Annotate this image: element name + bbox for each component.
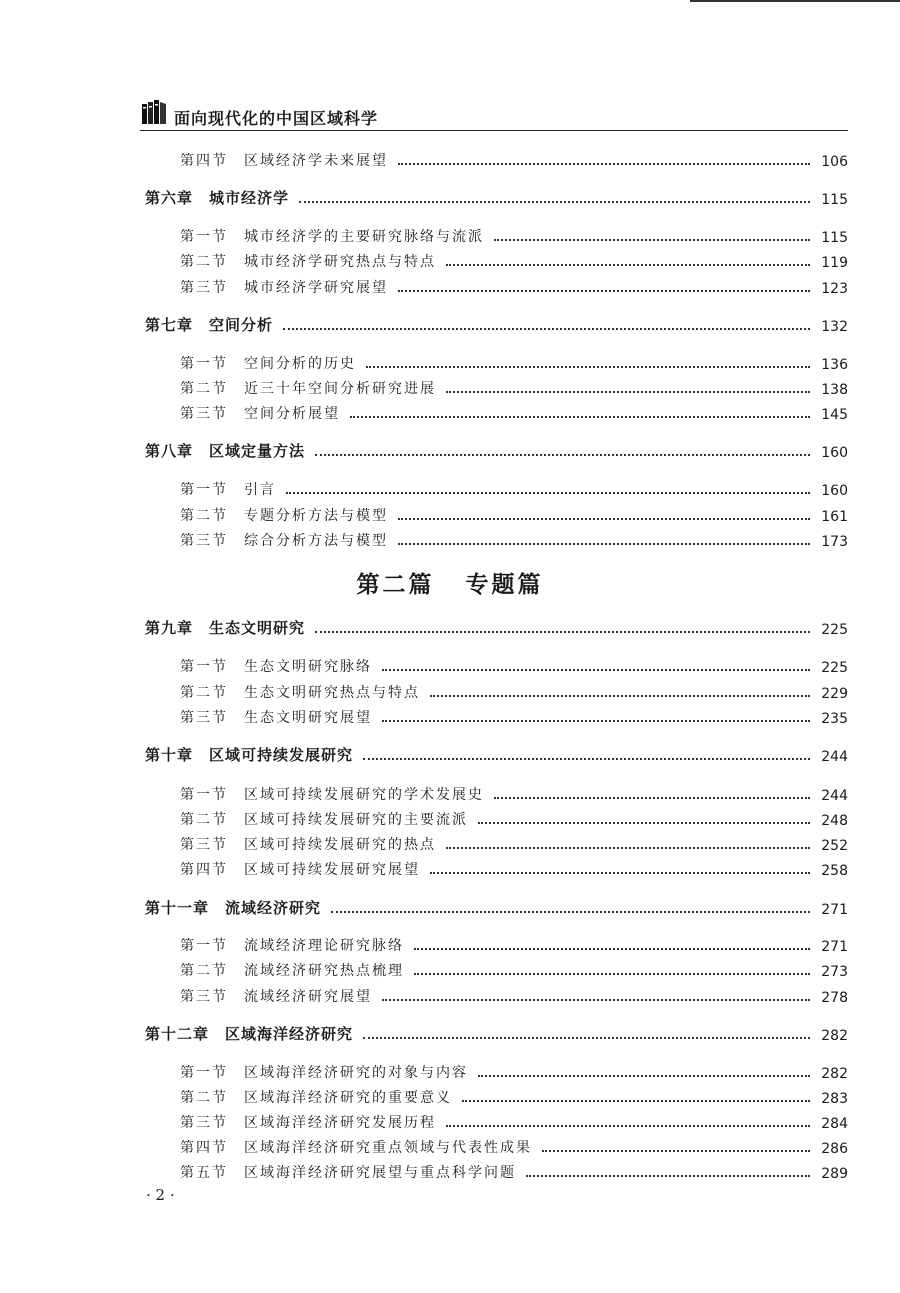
page-ref: 132 <box>821 319 848 335</box>
dot-leader <box>478 1075 810 1077</box>
toc-section-entry <box>180 477 848 499</box>
section-title: 近三十年空间分析研究进展 <box>244 381 436 397</box>
section-label: 第三节 <box>180 837 228 853</box>
dot-leader <box>446 391 810 393</box>
section-title: 生态文明研究热点与特点 <box>244 685 420 701</box>
section-label: 第三节 <box>180 989 228 1005</box>
dot-leader <box>382 999 810 1001</box>
toc-section-entry <box>180 351 848 373</box>
section-label: 第二节 <box>180 254 228 270</box>
page-ref: 138 <box>821 382 848 398</box>
dot-leader <box>299 201 810 203</box>
dot-leader <box>542 1150 810 1152</box>
section-title: 综合分析方法与模型 <box>244 533 388 549</box>
toc-section-entry <box>180 807 848 829</box>
section-title: 区域海洋经济研究发展历程 <box>244 1115 436 1131</box>
chapter-label: 第十章 <box>145 746 194 764</box>
section-title: 区域可持续发展研究的主要流派 <box>244 812 468 828</box>
toc-section-entry <box>180 958 848 980</box>
section-title: 区域经济学未来展望 <box>244 153 388 169</box>
toc-section-entry <box>180 1060 848 1082</box>
toc-section-entry <box>180 1110 848 1132</box>
section-title: 空间分析的历史 <box>244 356 356 372</box>
section-label: 第二节 <box>180 1090 228 1106</box>
section-label: 第一节 <box>180 659 228 675</box>
page-ref: 123 <box>821 281 848 297</box>
dot-leader <box>315 631 810 633</box>
dot-leader <box>446 847 810 849</box>
toc-section-entry <box>180 832 848 854</box>
dot-leader <box>350 416 810 418</box>
dot-leader <box>331 911 810 913</box>
toc-chapter-entry <box>145 1022 848 1044</box>
section-title: 区域海洋经济研究展望与重点科学问题 <box>244 1165 516 1181</box>
section-label: 第二节 <box>180 812 228 828</box>
section-label: 第一节 <box>180 229 228 245</box>
dot-leader <box>382 669 810 671</box>
section-title: 城市经济学研究展望 <box>244 280 388 296</box>
section-title: 引言 <box>244 482 276 498</box>
page-ref: 106 <box>821 154 848 170</box>
dot-leader <box>526 1175 810 1177</box>
page-ref: 282 <box>821 1066 848 1082</box>
toc-section-entry <box>180 933 848 955</box>
section-title: 生态文明研究脉络 <box>244 659 372 675</box>
dot-leader <box>446 264 810 266</box>
dot-leader <box>315 454 810 456</box>
chapter-title: 区域可持续发展研究 <box>209 746 354 764</box>
section-title: 空间分析展望 <box>244 406 340 422</box>
dot-leader <box>398 163 810 165</box>
section-label: 第二节 <box>180 963 228 979</box>
toc-section-entry <box>180 224 848 246</box>
section-label: 第四节 <box>180 862 228 878</box>
part-heading <box>0 566 900 599</box>
page-ref: 273 <box>821 964 848 980</box>
page-ref: 225 <box>821 660 848 676</box>
page-ref: 284 <box>821 1116 848 1132</box>
dot-leader <box>494 797 810 799</box>
chapter-label: 第六章 <box>145 189 194 207</box>
dot-leader <box>494 239 810 241</box>
dot-leader <box>283 328 810 330</box>
dot-leader <box>462 1100 810 1102</box>
page-ref: 145 <box>821 407 848 423</box>
page-number: · 2 · <box>146 1186 175 1204</box>
page-ref: 173 <box>821 534 848 550</box>
toc-section-entry <box>180 705 848 727</box>
section-label: 第三节 <box>180 406 228 422</box>
section-title: 流域经济理论研究脉络 <box>244 938 404 954</box>
page-ref: 252 <box>821 838 848 854</box>
toc-section-entry <box>180 401 848 423</box>
section-label: 第一节 <box>180 1065 228 1081</box>
dot-leader <box>363 1037 810 1039</box>
page-ref: 282 <box>821 1028 848 1044</box>
page-ref: 115 <box>821 192 848 208</box>
section-label: 第三节 <box>180 1115 228 1131</box>
chapter-label: 第十二章 <box>145 1025 210 1043</box>
section-title: 专题分析方法与模型 <box>244 508 388 524</box>
page-ref: 136 <box>821 357 848 373</box>
dot-leader <box>430 695 810 697</box>
page-ref: 161 <box>821 509 848 525</box>
chapter-label: 第七章 <box>145 316 194 334</box>
chapter-title: 城市经济学 <box>209 189 290 207</box>
dot-leader <box>414 948 810 950</box>
section-label: 第一节 <box>180 482 228 498</box>
toc-section-entry <box>180 782 848 804</box>
dot-leader <box>414 973 810 975</box>
toc-section-entry <box>180 249 848 271</box>
toc-chapter-entry <box>145 616 848 638</box>
page-ref: 278 <box>821 990 848 1006</box>
page-ref: 225 <box>821 622 848 638</box>
section-title: 流域经济研究展望 <box>244 989 372 1005</box>
page-ref: 258 <box>821 863 848 879</box>
section-title: 区域可持续发展研究的学术发展史 <box>244 787 484 803</box>
chapter-title: 区域定量方法 <box>209 442 306 460</box>
section-title: 区域可持续发展研究展望 <box>244 862 420 878</box>
chapter-title: 流域经济研究 <box>225 899 322 917</box>
page-ref: 119 <box>821 255 848 271</box>
part-title: 专题篇 <box>465 571 544 598</box>
section-label: 第四节 <box>180 1140 228 1156</box>
page-ref: 229 <box>821 686 848 702</box>
section-label: 第三节 <box>180 533 228 549</box>
toc-chapter-entry <box>145 186 848 208</box>
toc-section-entry <box>180 275 848 297</box>
dot-leader <box>366 366 810 368</box>
section-label: 第三节 <box>180 280 228 296</box>
toc-section-entry <box>180 984 848 1006</box>
section-title: 区域海洋经济研究的对象与内容 <box>244 1065 468 1081</box>
chapter-title: 区域海洋经济研究 <box>225 1025 354 1043</box>
chapter-title: 生态文明研究 <box>209 619 306 637</box>
chapter-label: 第九章 <box>145 619 194 637</box>
dot-leader <box>363 758 810 760</box>
dot-leader <box>382 720 810 722</box>
section-title: 城市经济学研究热点与特点 <box>244 254 436 270</box>
page-ref: 271 <box>821 902 848 918</box>
section-title: 区域海洋经济研究重点领域与代表性成果 <box>244 1140 532 1156</box>
toc-section-entry <box>180 376 848 398</box>
toc-chapter-entry <box>145 896 848 918</box>
dot-leader <box>430 872 810 874</box>
dot-leader <box>446 1125 810 1127</box>
dot-leader <box>398 543 810 545</box>
page-ref: 248 <box>821 813 848 829</box>
chapter-title: 空间分析 <box>209 316 274 334</box>
toc-chapter-entry <box>145 313 848 335</box>
toc-section-entry <box>180 857 848 879</box>
section-label: 第三节 <box>180 710 228 726</box>
toc-chapter-entry <box>145 439 848 461</box>
dot-leader <box>286 492 810 494</box>
section-title: 城市经济学的主要研究脉络与流派 <box>244 229 484 245</box>
page-ref: 244 <box>821 788 848 804</box>
dot-leader <box>398 518 810 520</box>
page-ref: 244 <box>821 749 848 765</box>
section-title: 区域海洋经济研究的重要意义 <box>244 1090 452 1106</box>
page-ref: 160 <box>821 483 848 499</box>
section-label: 第四节 <box>180 153 228 169</box>
toc-section-entry <box>180 148 848 170</box>
section-title: 区域可持续发展研究的热点 <box>244 837 436 853</box>
page-ref: 115 <box>821 230 848 246</box>
toc-section-entry <box>180 503 848 525</box>
chapter-label: 第十一章 <box>145 899 210 917</box>
section-title: 流域经济研究热点梳理 <box>244 963 404 979</box>
section-label: 第二节 <box>180 381 228 397</box>
toc-section-entry <box>180 680 848 702</box>
section-title: 生态文明研究展望 <box>244 710 372 726</box>
section-label: 第一节 <box>180 356 228 372</box>
book-title: 面向现代化的中国区域科学 <box>174 109 379 128</box>
toc-chapter-entry <box>145 743 848 765</box>
toc-section-entry <box>180 654 848 676</box>
toc-section-entry <box>180 528 848 550</box>
section-label: 第一节 <box>180 938 228 954</box>
section-label: 第五节 <box>180 1165 228 1181</box>
page-ref: 289 <box>821 1166 848 1182</box>
page-ref: 283 <box>821 1091 848 1107</box>
page-ref: 160 <box>821 445 848 461</box>
dot-leader <box>398 290 810 292</box>
toc-section-entry <box>180 1085 848 1107</box>
section-label: 第一节 <box>180 787 228 803</box>
section-label: 第二节 <box>180 508 228 524</box>
part-label: 第二篇 <box>356 571 435 598</box>
page-ref: 235 <box>821 711 848 727</box>
page-ref: 271 <box>821 939 848 955</box>
chapter-label: 第八章 <box>145 442 194 460</box>
dot-leader <box>478 822 810 824</box>
toc-section-entry <box>180 1160 848 1182</box>
toc-section-entry <box>180 1135 848 1157</box>
page-ref: 286 <box>821 1141 848 1157</box>
section-label: 第二节 <box>180 685 228 701</box>
